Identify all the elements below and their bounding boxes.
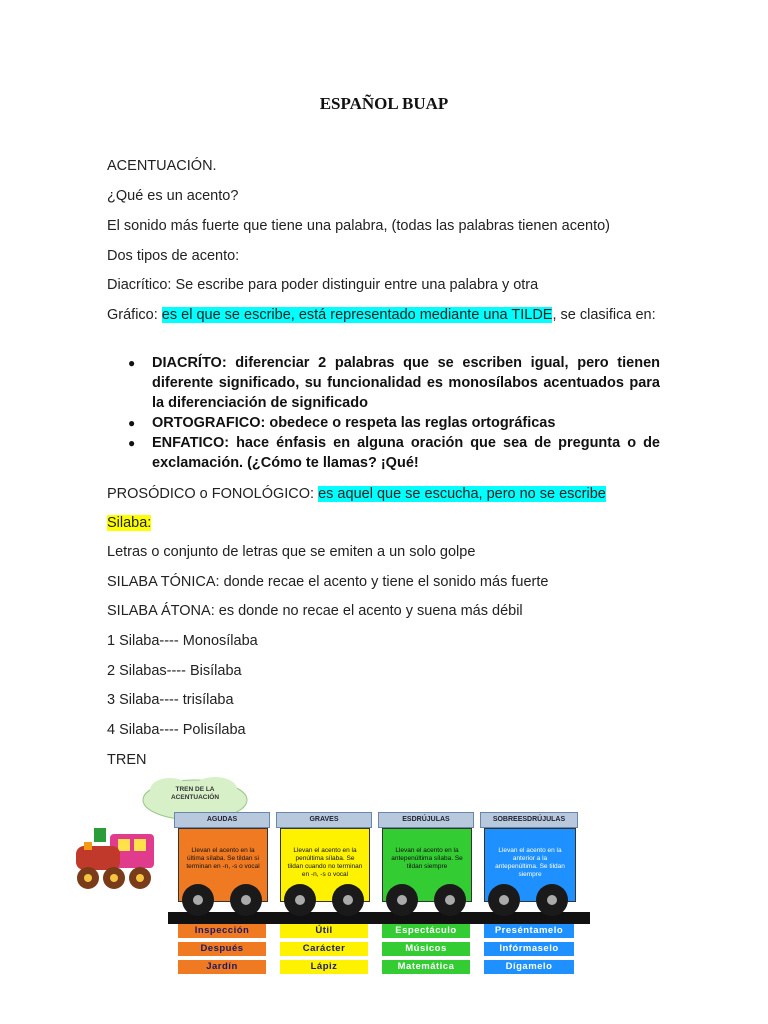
wheel-icon [536,884,568,916]
prosodico-highlight: es aquel que se escucha, pero no se escribe [318,486,606,502]
heading-tren: TREN [107,752,147,768]
wagon-roof-sobreesdrujulas: SOBREESDRÚJULAS [480,812,578,828]
document-title: ESPAÑOL BUAP [319,94,449,113]
wagon-text: Llevan el acento en la antepenúltima sílaba. Se tildan siempre [391,847,463,870]
wheel-icon [386,884,418,916]
word-sobreesdrujulas-3: Dígamelo [484,960,574,974]
text-silaba-1: 1 Silaba---- Monosílaba [107,633,258,649]
word-graves-1: Útil [280,924,368,938]
word-agudas-1: Inspección [178,924,266,938]
word-agudas-2: Después [178,942,266,956]
wheel-icon [434,884,466,916]
text-silaba-2: 2 Silabas---- Bisílaba [107,663,242,679]
wagon-text: Llevan el acento en la anterior a la antepenúltima. Se tildan siempre [495,847,565,878]
bullet-dot-icon: ● [128,436,136,450]
word-esdrujulas-2: Músicos [382,942,470,956]
grafico-suffix: , se clasifica en: [552,307,656,323]
text-tonica: SILABA TÓNICA: donde recae el acento y tiene el sonido más fuerte [107,574,549,590]
wagon-roof-esdrujulas: ESDRÚJULAS [378,812,474,828]
word-esdrujulas-1: Espectáculo [382,924,470,938]
text-atona: SILABA ÁTONA: es donde no recae el acento y suena más débil [107,603,523,619]
definition-sonido: El sonido más fuerte que tiene una palabra, (todas las palabras tienen acento) [107,218,610,234]
word-graves-3: Lápiz [280,960,368,974]
bullet-dot-icon: ● [128,356,136,370]
word-sobreesdrujulas-1: Preséntamelo [484,924,574,938]
bullet-enfatico [126,433,660,473]
text-prosodico [107,485,606,503]
text-grafico [107,306,662,324]
text-dos-tipos: Dos tipos de acento: [107,248,240,264]
locomotive-icon [70,824,162,894]
bullet-dot-icon: ● [128,416,136,430]
bullet-diacrito [126,353,660,413]
word-graves-2: Carácter [280,942,368,956]
bullet-ortografico [126,413,660,433]
heading-silaba [107,514,151,532]
wheel-icon [332,884,364,916]
wagon-text: Llevan el acento en la última sílaba. Se tildan si terminan en -n, -s o vocal [186,847,260,870]
bullet-text: ORTOGRAFICO: obedece o respeta las reglas ortográficas [152,415,556,431]
cloud-label: TREN DE LA ACENTUACIÓN [170,786,220,801]
bullet-list [126,353,660,473]
word-sobreesdrujulas-2: Infórmaselo [484,942,574,956]
prosodico-prefix: PROSÓDICO o FONOLÓGICO: [107,486,319,502]
grafico-highlight: es el que se escribe, está representado mediante una TILDE [161,307,553,323]
grafico-prefix: Gráfico: [107,307,162,323]
wheel-icon [230,884,262,916]
wagon-roof-graves: GRAVES [276,812,372,828]
wagon-roof-agudas: AGUDAS [174,812,270,828]
text-silaba-3: 3 Silaba---- trisílaba [107,692,234,708]
text-silaba-4: 4 Silaba---- Polisílaba [107,722,246,738]
silaba-highlight: Silaba: [107,515,152,531]
wagon-text: Llevan el acento en la penúltima sílaba. Se tildan cuando no terminan en -n, -s o vocal [287,847,363,878]
heading-acentuacion: ACENTUACIÓN. [107,158,217,174]
wheel-icon [488,884,520,916]
bullet-text: DIACRÍTO: diferenciar 2 palabras que se escriben igual, pero tienen diferente significado, su funcionalidad es monosílabos acentuados para la diferenciación de significado [152,355,660,411]
word-agudas-3: Jardín [178,960,266,974]
train-rail [168,912,590,924]
text-letras: Letras o conjunto de letras que se emiten a un solo golpe [107,544,476,560]
wheel-icon [182,884,214,916]
wheel-icon [284,884,316,916]
word-esdrujulas-3: Matemática [382,960,470,974]
train-illustration [70,772,590,987]
question-acento: ¿Qué es un acento? [107,188,239,204]
bullet-text: ENFATICO: hace énfasis en alguna oración que sea de pregunta o de exclamación. (¿Cómo te llamas? ¡Qué! [152,435,660,471]
text-diacritico: Diacrítico: Se escribe para poder distinguir entre una palabra y otra [107,277,539,293]
